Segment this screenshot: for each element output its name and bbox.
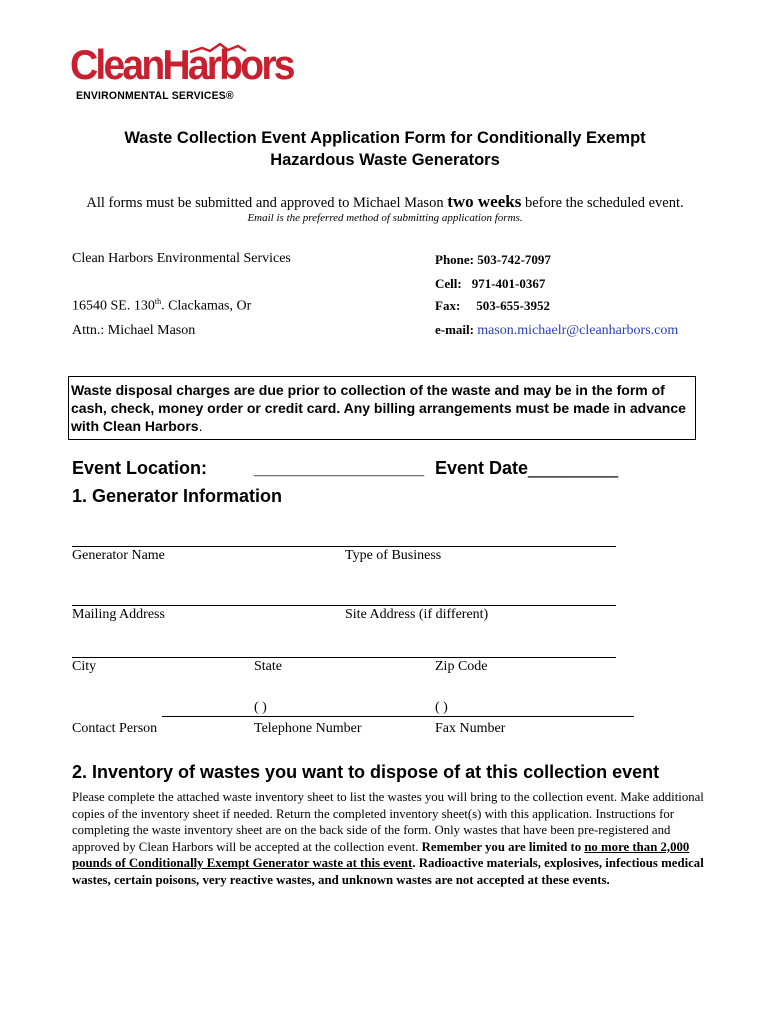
company-address: 16540 SE. 130th. Clackamas, Or — [72, 297, 252, 314]
city-line[interactable] — [72, 657, 616, 658]
intro-note: Email is the preferred method of submitting application forms. — [247, 212, 523, 224]
fax-row: Fax: 503-655-3952 — [435, 298, 550, 313]
intro-pre: All forms must be submitted and approved to Michael Mason — [86, 195, 448, 211]
section2-heading: 2. Inventory of wastes you want to dispose of at this collection event — [72, 762, 660, 782]
type-of-business-label: Type of Business — [345, 548, 442, 563]
event-date-field[interactable]: Event Date_________ — [435, 458, 619, 478]
intro-line — [0, 192, 770, 212]
logo-brand-text: CleanHarbors — [70, 41, 293, 88]
intro-post: before the scheduled event. — [521, 195, 684, 211]
section1-heading: 1. Generator Information — [72, 486, 283, 506]
email-link[interactable]: mason.michaelr@cleanharbors.com — [477, 323, 679, 338]
state-label: State — [254, 659, 282, 674]
event-location-label: Event Location: — [72, 458, 208, 478]
generator-name-line[interactable] — [72, 546, 616, 547]
clean-harbors-logo — [70, 40, 293, 106]
cell-row: Cell: 971-401-0367 — [435, 276, 546, 291]
zip-label: Zip Code — [435, 659, 488, 674]
city-label: City — [72, 659, 97, 674]
form-title-line1: Waste Collection Event Application Form for Conditionally Exempt — [124, 129, 646, 147]
event-location-field[interactable]: _________________ — [254, 458, 425, 478]
mailing-address-label: Mailing Address — [72, 607, 165, 622]
site-address-label: Site Address (if different) — [345, 607, 489, 622]
form-title-line2: Hazardous Waste Generators — [270, 151, 500, 169]
contact-person-label: Contact Person — [72, 721, 158, 736]
attention-line: Attn.: Michael Mason — [72, 323, 196, 338]
intro-emph: two weeks — [447, 192, 522, 211]
phone-row: Phone: 503-742-7097 — [435, 252, 551, 267]
email-row: e-mail: mason.michaelr@cleanharbors.com — [435, 322, 679, 338]
telephone-label: Telephone Number — [254, 721, 362, 736]
fax-number-label: Fax Number — [435, 721, 506, 736]
payment-notice: Waste disposal charges are due prior to collection of the waste and may be in the form of cash, check, money order or credit card. Any billing arrangements must be made in advance with Clean Harbors. — [68, 376, 696, 440]
section2-paragraph: Please complete the attached waste inventory sheet to list the wastes you will bring to the collection event. Make additional copies of the inventory sheet if needed. Return the completed inventory sheet(s) with this application. Instructions for completing the waste inventory sheet are on the back side of the form. Only wastes that have been pre-registered and approved by Clean Harbors will be accepted at the collection event. Remember you are limited to no more than 2,000 pounds of Conditionally Exempt Generator waste at this event. Radioactive materials, explosives, infectious medical wastes, certain poisons, very reactive wastes, and unknown wastes are not accepted at these events. — [72, 790, 704, 887]
company-name: Clean Harbors Environmental Services — [72, 251, 291, 266]
contact-line[interactable] — [162, 716, 634, 717]
address-line[interactable] — [72, 605, 616, 606]
wave-icon — [188, 42, 248, 56]
fax-area-code: ( ) — [435, 700, 448, 715]
generator-name-label: Generator Name — [72, 548, 165, 563]
phone-area-code: ( ) — [254, 700, 267, 715]
logo-subtitle: ENVIRONMENTAL SERVICES® — [76, 90, 234, 102]
